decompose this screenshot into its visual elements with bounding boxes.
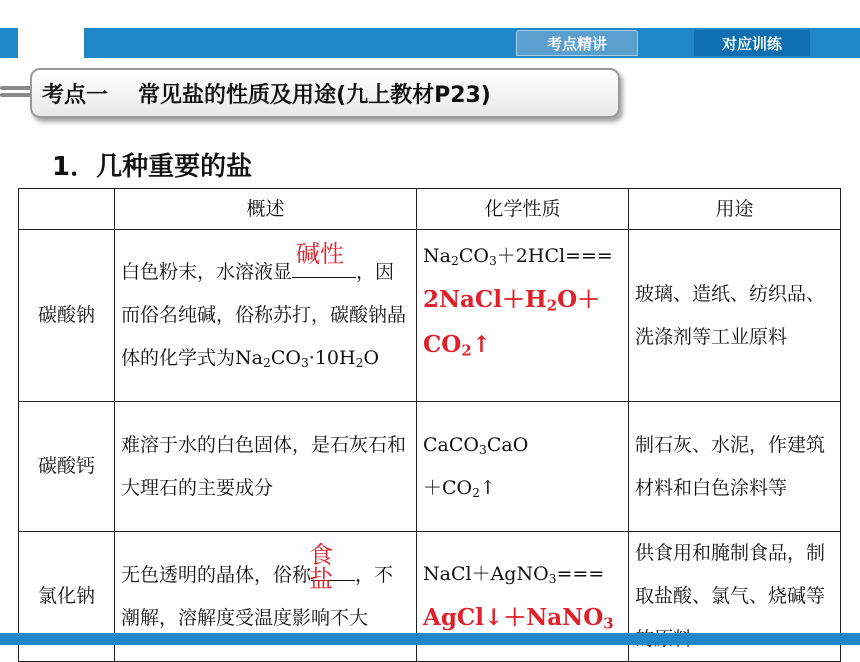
answer-text: $2NaCl+H_2O+$ $CO_2↑$	[423, 286, 601, 360]
overview-cell: 难溶于水的白色固体，是石灰石和大理石的主要成分	[115, 402, 417, 532]
equation-text: CO	[458, 245, 489, 267]
answer-text: 食盐	[309, 540, 334, 593]
answer-text: 碱性	[296, 240, 345, 269]
chemistry-cell	[417, 402, 629, 532]
subscript: 2	[450, 254, 459, 269]
overview-text: ，因而俗名纯碱，俗称苏打，碳酸钠晶体的化学式为Na	[121, 261, 407, 369]
answer-blank	[292, 240, 356, 278]
tab-practice[interactable]: 对应训练	[694, 30, 810, 56]
subscript: 3	[488, 254, 497, 269]
header-use: 用途	[629, 189, 841, 230]
equation-text: ↑	[479, 476, 496, 499]
subscript: 2	[355, 356, 364, 371]
header-chemistry: 化学性质	[417, 189, 629, 230]
equation-text: CaO	[486, 433, 529, 456]
equation-text: Na	[423, 245, 451, 267]
subscript: 2	[472, 485, 480, 500]
formula-text: O	[363, 347, 380, 369]
salt-table	[18, 188, 841, 662]
topic-heading	[30, 68, 620, 118]
salt-name: 碳酸钙	[19, 402, 115, 532]
overview-text: 无色透明的晶体，俗称	[121, 563, 312, 586]
answer-text: AgCl↓＋NaNO$_3$	[423, 603, 614, 633]
subscript: 3	[300, 356, 309, 371]
salt-name: 氯化钠	[19, 532, 115, 662]
subscript: 3	[548, 571, 557, 586]
table-header-row	[19, 189, 841, 230]
subscript: 3	[478, 442, 487, 457]
salt-name: 碳酸钠	[19, 230, 115, 402]
formula-text: CO	[270, 347, 301, 369]
topic-title: 常见盐的性质及用途(九上教材P23)	[138, 82, 491, 108]
subscript: 2	[262, 356, 271, 371]
equation-text: ＋2HCl===	[496, 245, 613, 267]
equation-text: NaCl＋AgNO	[423, 562, 549, 585]
answer-blank	[309, 540, 355, 593]
equation-text: ===	[556, 562, 605, 585]
equation-text: ＋CO	[423, 476, 473, 499]
overview-cell	[115, 230, 417, 402]
bottom-banner	[0, 633, 860, 645]
equation-text: CaCO	[423, 433, 479, 456]
overview-text: 白色粉末，水溶液显	[121, 261, 293, 283]
topic-label: 考点一	[42, 82, 109, 108]
use-cell: 玻璃、造纸、纺织品、洗涤剂等工业原料	[629, 230, 841, 402]
top-banner-gap	[18, 28, 84, 58]
tab-review[interactable]: 考点精讲	[516, 30, 638, 56]
header-overview: 概述	[115, 189, 417, 230]
overview-text: ，不潮解，溶解度受温度影响不大	[121, 563, 394, 629]
chemistry-cell	[417, 230, 629, 402]
formula-text: ·10H	[308, 347, 356, 369]
section-title: 1．几种重要的盐	[52, 152, 253, 182]
table-row	[19, 402, 841, 532]
use-cell: 供食用和腌制食品，制取盐酸、氯气、烧碱等	[629, 532, 841, 662]
use-cell: 制石灰、水泥，作建筑材料和白色涂料等	[629, 402, 841, 532]
table-row	[19, 230, 841, 402]
header-empty	[19, 189, 115, 230]
